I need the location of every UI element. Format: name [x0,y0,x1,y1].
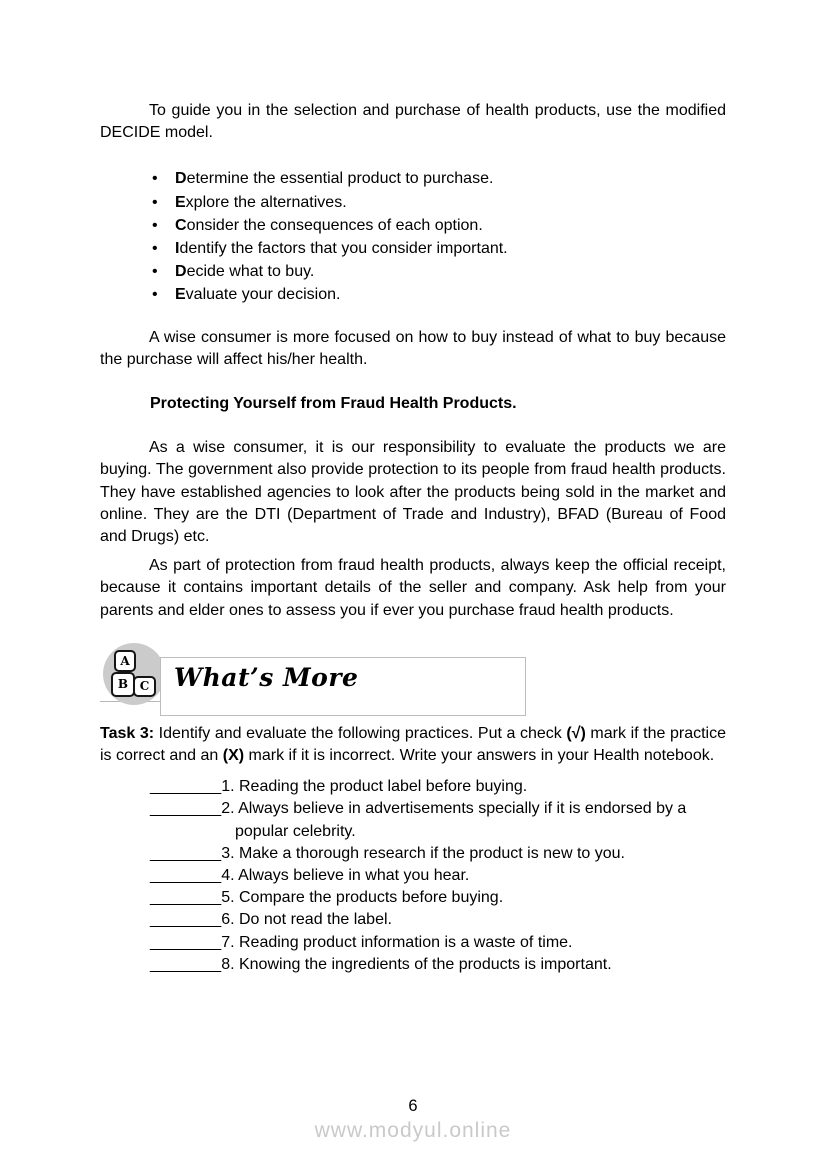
bullet-icon: • [152,286,158,304]
list-item-text: Determine the essential product to purchase. [175,170,494,188]
watermark-text: www.modyul.online [314,1119,512,1142]
agencies-paragraph: As a wise consumer, it is our responsibility to evaluate the products we are buying. The government also provide protection to its people from fraud health products. They have established agencies to look after the products being sold in the market and online. They are the DTI (Department of Trade and Industry), BFAD (Bureau of Food and Drugs) etc. [100,439,726,546]
item-text: Make a thorough research if the product is new to you. [238,844,625,862]
task-item-6 [150,909,726,931]
page-content [0,100,826,976]
check-mark-symbol: (√) [566,724,586,742]
list-item-consider [152,214,726,237]
bullet-icon: • [152,263,158,281]
abc-blocks-icon [103,643,165,705]
bullet-icon: • [152,216,158,234]
item-number: 3. [221,844,235,862]
item-text: Knowing the ingredients of the products is important. [238,955,612,973]
list-item-explore [152,191,726,214]
task-item-8 [150,954,726,976]
wise-consumer-paragraph: A wise consumer is more focused on how to buy instead of what to buy because the purchase will affect his/her health. [100,328,726,368]
item-text: Always believe in advertisements specially if it is endorsed by a popular celebrity. [235,800,687,840]
answer-blank: ________ [150,844,222,862]
intro-paragraph: To guide you in the selection and purchase of health products, use the modified DECIDE model. [100,102,726,142]
answer-blank: ________ [150,778,222,796]
bullet-icon: • [152,170,158,188]
answer-blank: ________ [150,955,222,973]
item-number: 8. [221,955,235,973]
list-item-decide [152,260,726,283]
item-text: Reading the product label before buying. [238,778,528,796]
item-number: 1. [221,778,235,796]
section-heading: Protecting Yourself from Fraud Health Products. [150,395,517,413]
bullet-icon: • [152,240,158,258]
item-number: 7. [221,933,235,951]
item-text: Do not read the label. [238,911,392,929]
list-item-evaluate [152,283,726,306]
letter-block-b: B [111,672,135,697]
letter-block-c: C [133,676,156,697]
answer-blank: ________ [150,889,222,907]
item-number: 2. [221,800,235,818]
task-item-5 [150,887,726,909]
item-number: 6. [221,911,235,929]
answer-blank: ________ [150,933,222,951]
item-text: Reading product information is a waste of time. [238,933,573,951]
answer-blank: ________ [150,800,222,818]
task-item-3 [150,843,726,865]
item-text: Compare the products before buying. [238,889,504,907]
list-item-text: Explore the alternatives. [175,193,347,211]
whats-more-section [100,643,726,716]
task3-instructions: Task 3: Identify and evaluate the following practices. Put a check (√) mark if the practice is correct and an (X) mark if it is incorrect. Write your answers in your Health notebook. [100,724,727,765]
page-number: 6 [408,1097,418,1115]
list-item-text: Identify the factors that you consider important. [175,240,508,258]
list-item-identify [152,237,726,260]
answer-blank: ________ [150,911,222,929]
answer-blank: ________ [150,867,222,885]
decide-model-list [152,167,726,306]
task3-label: Task 3: [100,724,155,742]
item-number: 5. [221,889,235,907]
letter-block-a: A [114,650,136,672]
list-item-text: Consider the consequences of each option. [175,216,483,234]
bullet-icon: • [152,193,158,211]
receipt-paragraph: As part of protection from fraud health products, always keep the official receipt, because it contains important details of the seller and company. Ask help from your parents and elder ones to assess you if ever you purchase fraud health products. [100,557,726,619]
task-item-2 [150,798,726,842]
item-number: 4. [221,867,235,885]
x-mark-symbol: (X) [222,747,245,765]
task-item-1 [150,776,726,798]
task-item-7 [150,932,726,954]
list-item-text: Decide what to buy. [175,263,315,281]
list-item-text: Evaluate your decision. [175,286,341,304]
list-item-determine [152,167,726,190]
item-text: Always believe in what you hear. [238,867,470,885]
task-item-4 [150,865,726,887]
task3-item-list [150,776,726,976]
whats-more-title: What’s More [174,663,359,693]
whats-more-title-box [160,657,526,716]
